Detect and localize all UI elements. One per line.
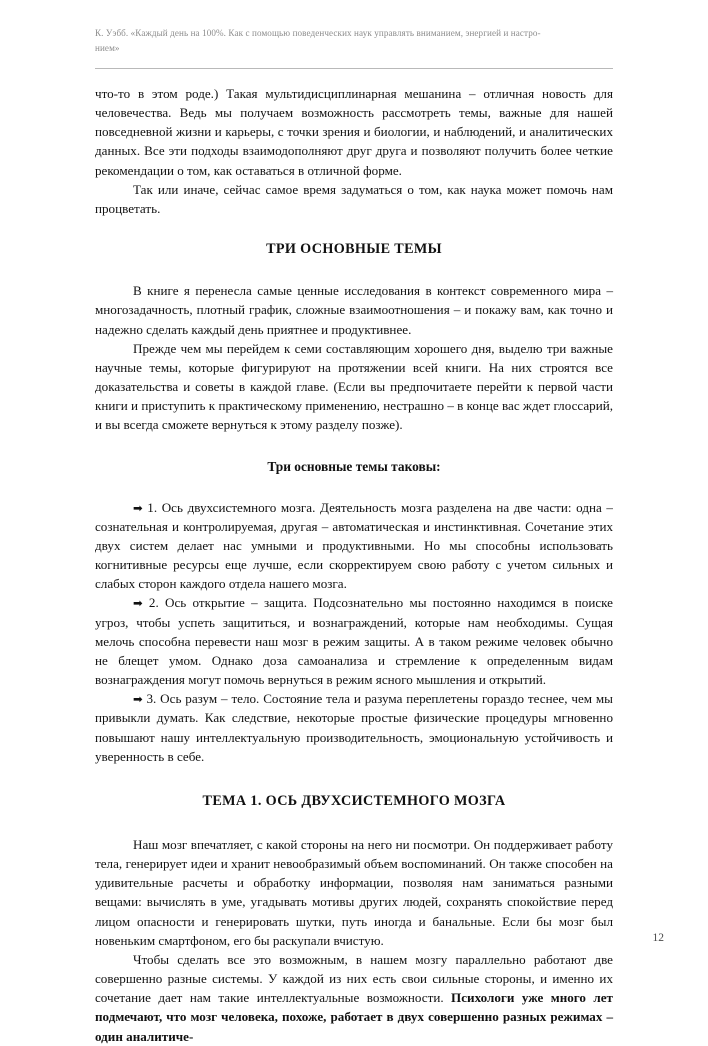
- paragraph-2: Так или иначе, сейчас самое время задуматься о том, как наука может помочь нам процветать.: [95, 181, 613, 216]
- paragraph-3: В книге я перенесла самые ценные исследования в контекст современного мира – многозадачность, плотный график, сложные взаимоотношения – и покажу вам, как точно и надежно сделать каждый день приятнее и продуктивнее.: [95, 283, 613, 337]
- paragraph-5: Наш мозг впечатляет, с какой стороны на него ни посмотри. Он поддерживает работу тела, генерирует идеи и хранит невообразимый объем воспоминаний. Он также способен на удивительные расчеты и обработку информации, позволяя нам заниматься разными вещами: вычислять в уме, угадывать мотивы других людей, сохранять спокойствие перед лицом опасности и генерировать шутки, путь иногда и банальные. Если бы мозг был новеньким смартфоном, его бы раскупали вчистую.: [95, 837, 613, 948]
- running-head-line-1: К. Уэбб. «Каждый день на 100%. Как с помощью поведенческих наук управлять вниманием, энергией и настро-: [95, 28, 541, 38]
- page-content: [95, 84, 613, 1046]
- spacer: [95, 218, 613, 240]
- header-divider: [95, 68, 613, 69]
- spacer: [95, 259, 613, 281]
- arrow-right-icon: ➡: [133, 692, 143, 707]
- paragraph-6-plain-text: Чтобы сделать все это возможным, в нашем мозгу параллельно работают две совершенно разные системы. У каждой из них есть свои сильные стороны, и именно их сочетание дает нам такие интеллектуальные возможности.: [95, 951, 613, 1006]
- bullet-item-2: [95, 593, 613, 689]
- section-heading-themes: ТРИ ОСНОВНЫЕ ТЕМЫ: [266, 241, 442, 258]
- arrow-right-icon: ➡: [133, 596, 143, 611]
- paragraph-6: [95, 950, 613, 1046]
- running-head-line-2: нием»: [95, 43, 120, 53]
- page-number: 12: [652, 932, 664, 944]
- bullet-item-1-text: 1. Ось двухсистемного мозга. Деятельность мозга разделена на две части: одна – сознательная и контролируемая, другая – автоматическая и инстинктивная. Сочетание этих двух систем делает нас умными и продуктивными. Но мы способны использовать когнитивные ресурсы еще лучше, если скорректируем свою работу с учетом сильных и слабых сторон каждого отдела нашего мозга.: [95, 499, 613, 592]
- spacer: [95, 766, 613, 792]
- bullet-item-2-text: 2. Ось открытие – защита. Подсознательно мы постоянно находимся в поиске угроз, чтобы успеть защититься, и вознаграждений, которые нам необходимы. Сущая мелочь способна перевести наш мозг в режим защиты. А в таком режиме человек обычно не блещет умом. Однако доза самоанализа и стремление к определенным видам вознаграждения могут помочь вернуться в режим ясного мышления и открытий.: [95, 595, 613, 688]
- paragraph-4: Прежде чем мы перейдем к семи составляющим хорошего дня, выделю три важные научные темы, которые фигурируют на протяжении всей книги. На них строятся все доказательства и советы в каждой главе. (Если вы предпочитаете перейти к первой части книги и приступить к практическому применению, нестрашно – в конце вас ждет глоссарий, и вы всегда сможете вернуться к этому разделу позже).: [95, 340, 613, 433]
- spacer: [95, 435, 613, 457]
- paragraph-6-bold-text: Психологи уже много лет подмечают, что мозг человека, похоже, работает в двух совершенно разных режимах – один аналитиче-: [95, 990, 613, 1044]
- running-head: [95, 26, 613, 56]
- spacer: [95, 476, 613, 498]
- spacer: [95, 811, 613, 835]
- section-heading-theme-1: ТЕМА 1. ОСЬ ДВУХСИСТЕМНОГО МОЗГА: [202, 792, 506, 809]
- subheading-three-themes: Три основные темы таковы:: [267, 458, 441, 474]
- bullet-item-3: [95, 689, 613, 766]
- arrow-right-icon: ➡: [133, 500, 143, 515]
- bullet-item-1: [95, 498, 613, 594]
- paragraph-1: что-то в этом роде.) Такая мультидисциплинарная мешанина – отличная новость для человечества. Ведь мы получаем возможность рассмотреть темы, важные для нашей повседневной жизни и карьеры, с точки зрения и биологии, и наблюдений, и аналитических данных. Все эти подходы взаимодополняют друг друга и позволяют получить более четкие рекомендации о том, как оставаться в отличной форме.: [95, 86, 613, 178]
- bullet-item-3-text: 3. Ось разум – тело. Состояние тела и разума переплетены гораздо теснее, чем мы привыкли думать. Как следствие, некоторые простые физические процедуры мгновенно повышают нашу интеллектуальную производительность, эмоциональную устойчивость и уверенность в себе.: [95, 691, 613, 764]
